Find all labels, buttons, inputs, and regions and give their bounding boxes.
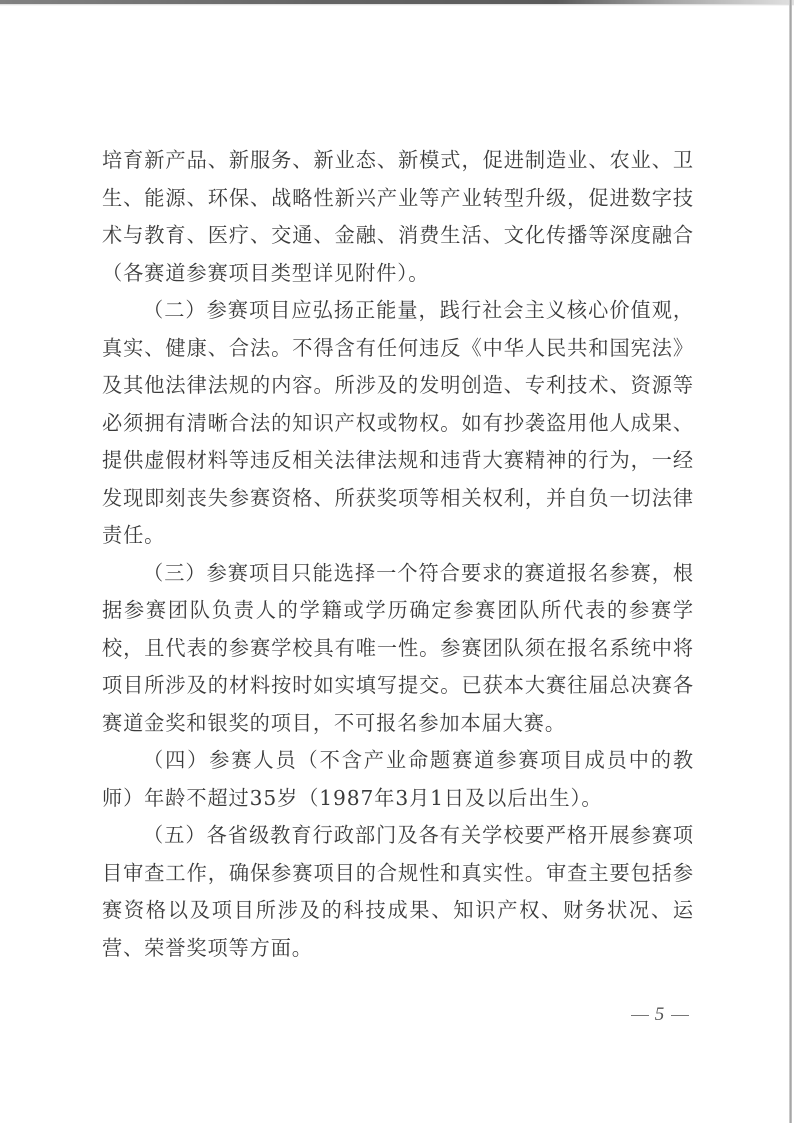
page-number-right-dash [671, 1015, 689, 1016]
scan-right-edge [789, 0, 792, 1123]
page-number-left-dash [631, 1015, 649, 1016]
document-body [102, 142, 694, 967]
paragraph-item-2: （二）参赛项目应弘扬正能量，践行社会主义核心价值观，真实、健康、合法。不得含有任何违反《中华人民共和国宪法》及其他法律法规的内容。所涉及的发明创造、专利技术、资源等必须拥有清晰合法的知识产权或物权。如有抄袭盗用他人成果、提供虚假材料等违反相关法律法规和违背大赛精神的行为，一经发现即刻丧失参赛资格、所获奖项等相关权利，并自负一切法律责任。 [102, 298, 694, 547]
paragraph-continuation: 培育新产品、新服务、新业态、新模式，促进制造业、农业、卫生、能源、环保、战略性新兴产业等产业转型升级，促进数字技术与教育、医疗、交通、金融、消费生活、文化传播等深度融合（各赛道参赛项目类型详见附件）。 [102, 148, 694, 285]
page-number [620, 1004, 700, 1026]
paragraph-item-4: （四）参赛人员（不含产业命题赛道参赛项目成员中的教师）年龄不超过35岁（1987年3月1日及以后出生）。 [102, 748, 694, 810]
paragraph-item-3: （三）参赛项目只能选择一个符合要求的赛道报名参赛，根据参赛团队负责人的学籍或学历确定参赛团队所代表的参赛学校，且代表的参赛学校具有唯一性。参赛团队须在报名系统中将项目所涉及的材料按时如实填写提交。已获本大赛往届总决赛各赛道金奖和银奖的项目，不可报名参加本届大赛。 [102, 560, 694, 735]
page-number-value: 5 [654, 1004, 666, 1025]
paragraph-item-5: （五）各省级教育行政部门及各有关学校要严格开展参赛项目审查工作，确保参赛项目的合规性和真实性。审查主要包括参赛资格以及项目所涉及的科技成果、知识产权、财务状况、运营、荣誉奖项等方面。 [102, 823, 694, 960]
scan-top-edge [0, 0, 794, 4]
